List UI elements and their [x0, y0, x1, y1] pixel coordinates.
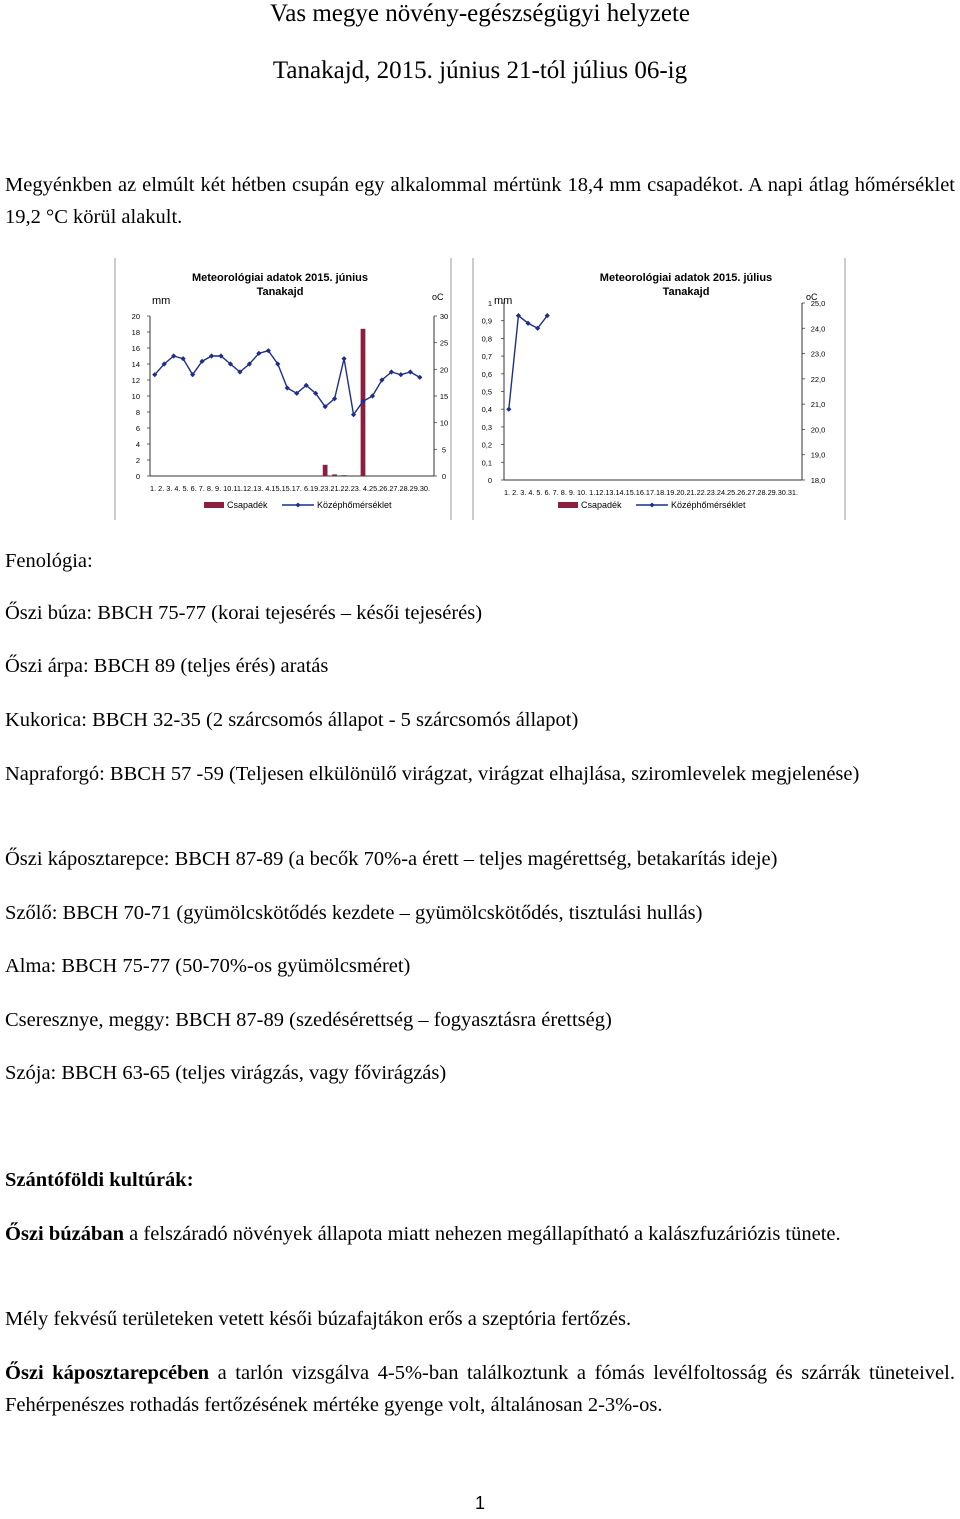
temperature-point: [506, 407, 511, 412]
y-tick-label-right: 5: [441, 445, 447, 455]
y-axis-left-label: mm: [494, 295, 513, 307]
chart-june: [114, 258, 452, 520]
document-title: Vas megye növény-egészségügyi helyzete: [270, 0, 690, 27]
x-tick-labels: 1. 2. 3. 4. 5. 6. 7. 8. 9. 10. 1.12.13.14.15.16.17.18.19.20.21.22.23.24.25.26.27.28.29.30.31.: [504, 490, 799, 497]
chart-subtitle: Tanakajd: [662, 286, 710, 298]
legend-label-precip: Csapadék: [581, 500, 622, 510]
y-tick-label-left: 1: [487, 299, 492, 308]
chart-title: Meteorológiai adatok 2015. június: [191, 272, 369, 284]
fenologia-item: Őszi árpa: BBCH 89 (teljes érés) aratás: [5, 655, 329, 677]
fenologia-item: Szőlő: BBCH 70-71 (gyümölcskötődés kezdete – gyümölcskötődés, tisztulási hullás): [5, 902, 703, 924]
x-tick-labels: 1. 2. 3. 4. 5. 6. 7. 8. 9. 10.11.12.13. 4.15.15.17. 6.19.23.21.22.23. 4.25.26.27.28.29.30.: [150, 486, 431, 493]
y-tick-label-right: 18,0: [810, 476, 826, 485]
y-tick-label-left: 14: [131, 360, 140, 369]
y-tick-label-left: 0,3: [481, 422, 492, 432]
bold-crop-name: Őszi búzában: [5, 1223, 125, 1245]
y-tick-label-left: 4: [135, 440, 140, 449]
y-tick-label-left: 0,4: [481, 405, 492, 415]
legend-swatch-precip: [204, 502, 224, 508]
y-tick-label-right: 20,0: [810, 425, 826, 435]
y-tick-label-left: 0,5: [481, 387, 492, 397]
y-tick-label-left: 0,1: [481, 458, 492, 468]
y-tick-label-right: 15: [439, 392, 449, 401]
fenologia-item: Őszi búza: BBCH 75-77 (korai tejesérés – késői tejesérés): [5, 602, 483, 624]
y-tick-label-left: 0,9: [481, 316, 492, 326]
szantofoldi-paragraph-1: [5, 1218, 955, 1250]
y-tick-label-left: 10: [131, 392, 140, 401]
y-tick-label-left: 8: [135, 408, 140, 417]
szantofoldi-paragraph-2: Mély fekvésű területeken vetett késői búzafajtákon erős a szeptória fertőzés.: [5, 1308, 632, 1330]
y-tick-label-right: 23,0: [810, 349, 826, 359]
temperature-point: [341, 356, 346, 361]
precip-bar: [332, 474, 337, 476]
paragraph-text: a felszáradó növények állapota miatt nehezen megállapítható a kalászfuzáriózis tünete.: [124, 1223, 841, 1245]
chart-title: Meteorológiai adatok 2015. július: [599, 272, 773, 284]
fenologia-item: Kukorica: BBCH 32-35 (2 szárcsomós állapot - 5 szárcsomós állapot): [5, 709, 579, 731]
y-tick-label-left: 16: [131, 344, 140, 353]
intro-paragraph: Megyénkben az elmúlt két hétben csupán egy alkalommal mértünk 18,4 mm csapadékot. A napi átlag hőmérséklet 19,2 °C körül alakult.: [5, 174, 955, 228]
fenologia-heading: Fenológia:: [5, 550, 93, 572]
fenologia-item: Szója: BBCH 63-65 (teljes virágzás, vagy fővirágzás): [5, 1062, 447, 1084]
y-tick-label-right: 19,0: [810, 450, 826, 460]
y-tick-label-left: 12: [131, 376, 140, 385]
y-tick-label-left: 0: [487, 476, 492, 485]
y-axis-left-label: mm: [152, 295, 171, 307]
y-tick-label-left: 18: [131, 328, 140, 337]
y-tick-label-left: 0,7: [481, 352, 492, 362]
temperature-line: [509, 316, 547, 410]
y-tick-label-right: 30: [439, 312, 449, 321]
bold-crop-name: Őszi káposztarepcében: [5, 1362, 210, 1384]
y-axis-right-label: oC: [432, 292, 444, 302]
legend-marker-temp: [650, 503, 655, 508]
fenologia-item: Őszi káposztarepce: BBCH 87-89 (a becők 70%-a érett – teljes magérettség, betakarítás ideje): [5, 848, 778, 870]
y-tick-label-right: 24,0: [810, 324, 826, 334]
y-tick-label-right: 20: [439, 365, 449, 375]
y-tick-label-left: 0: [135, 472, 140, 481]
legend-label-temp: Középhőmérséklet: [671, 500, 746, 510]
temperature-line: [155, 351, 420, 415]
chart-july: [472, 258, 846, 520]
legend-swatch-precip: [558, 502, 578, 508]
legend-label-temp: Középhőmérséklet: [317, 500, 392, 510]
temperature-point: [398, 372, 403, 377]
paragraph-text: a tarlón vizsgálva 4-5%-ban találkoztunk a fómás levélfoltosság és szárrák tüneteivel. Fehérpenészes rothadás fertőzésének mértéke gyenge volt, általánosan 2-3%-os.: [5, 1362, 955, 1416]
precip-bar: [342, 475, 347, 476]
y-tick-label-left: 0,8: [481, 334, 492, 344]
legend-marker-temp: [296, 503, 301, 508]
y-tick-label-right: 10: [439, 418, 449, 428]
fenologia-item: Cseresznye, meggy: BBCH 87-89 (szedésérettség – fogyasztásra érettség): [5, 1009, 612, 1031]
y-tick-label-left: 20: [131, 312, 140, 321]
page-number: 1: [474, 1493, 485, 1513]
precip-bar: [323, 465, 328, 476]
y-axis-right-label: oC: [806, 292, 818, 302]
chart-subtitle: Tanakajd: [256, 286, 304, 298]
szantofoldi-paragraph-3: [5, 1357, 955, 1421]
y-tick-label-right: 22,0: [810, 374, 826, 384]
fenologia-item: Napraforgó: BBCH 57 -59 (Teljesen elkülönülő virágzat, virágzat elhajlása, sziromlevelek megjelenése): [5, 763, 860, 785]
szantofoldi-heading: Szántóföldi kultúrák:: [5, 1169, 194, 1191]
y-tick-label-right: 0: [441, 472, 447, 481]
y-tick-label-right: 25,0: [810, 299, 826, 308]
document-subtitle: Tanakajd, 2015. június 21-tól július 06-ig: [272, 57, 688, 84]
y-tick-label-left: 2: [135, 456, 140, 465]
y-tick-label-right: 21,0: [810, 400, 826, 410]
fenologia-item: Alma: BBCH 75-77 (50-70%-os gyümölcsméret): [5, 955, 411, 977]
legend-label-precip: Csapadék: [227, 500, 268, 510]
y-tick-label-left: 0,6: [481, 369, 492, 379]
y-tick-label-left: 0,2: [481, 440, 492, 450]
y-tick-label-left: 6: [135, 424, 140, 433]
y-tick-label-right: 25: [439, 338, 449, 348]
